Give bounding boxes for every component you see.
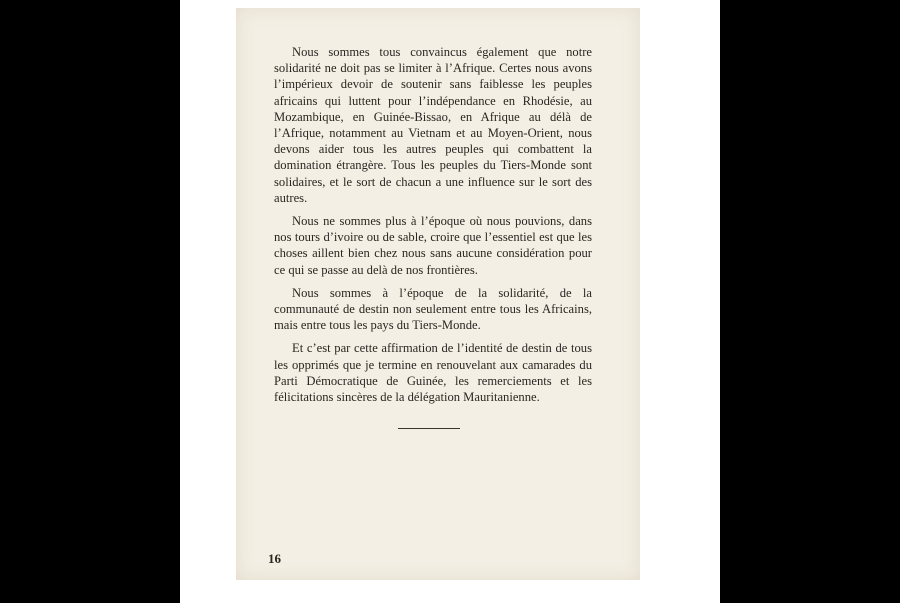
body-text: [274, 44, 592, 405]
page-number: 16: [268, 551, 281, 566]
section-separator: [398, 428, 460, 429]
paragraph-3: Nous sommes à l’époque de la solidarité, de la communauté de destin non seulement entre tous les Africains, mais entre tous les pays du Tiers-Monde.: [274, 285, 592, 333]
paragraph-2: Nous ne sommes plus à l’époque où nous pouvions, dans nos tours d’ivoire ou de sable, croire que l’essentiel est que les choses aillent bien chez nous sans aucune considération pour ce qui se passe au delà de nos frontières.: [274, 214, 592, 277]
paragraph-4: Et c’est par cette affirmation de l’identité de destin de tous les opprimés que je termine en renouvelant aux camarades du Parti Démocratique de Guinée, les remerciements et les félicitations sincères de la délégation Mauritanienne.: [274, 341, 592, 405]
paragraph-1: Nous sommes tous convaincus également que notre solidarité ne doit pas se limiter à l’Afrique. Certes nous avons l’impérieux devoir de soutenir sans faiblesse les peuples africains qui luttent pour l’indépendance en Rhodésie, au Mozambique, en Guinée-Bissao, en Afrique au délà de l’Afrique, notamment au Vietnam et au Moyen-Orient, nous devons aider tous les autres peuples qui combattent la domination étrangère. Tous les peuples du Tiers-Monde sont solidaires, et le sort de chacun a une influence sur le sort des autres.: [274, 45, 592, 205]
